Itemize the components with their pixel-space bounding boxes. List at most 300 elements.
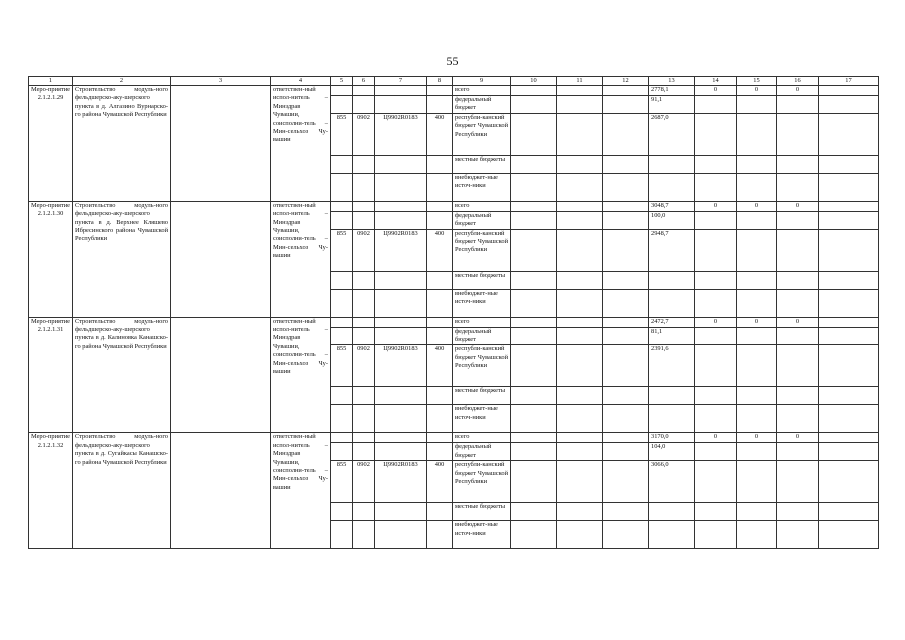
empty-cell bbox=[737, 96, 777, 114]
empty-cell bbox=[695, 345, 737, 387]
csr-code: Ц9902R0183 bbox=[375, 113, 427, 155]
empty-cell bbox=[511, 173, 557, 201]
empty-cell bbox=[777, 443, 819, 461]
empty-cell bbox=[737, 271, 777, 289]
empty-cell bbox=[511, 155, 557, 173]
empty-cell bbox=[737, 503, 777, 521]
vr-code: 400 bbox=[427, 229, 453, 271]
empty-cell bbox=[695, 155, 737, 173]
empty-cell bbox=[511, 387, 557, 405]
empty-cell bbox=[171, 86, 271, 202]
amount-federal: 81,1 bbox=[649, 327, 695, 345]
empty-cell bbox=[603, 96, 649, 114]
measure-name: Строительство модуль-ного фельдшерско-аку-шерского пункта в д. Калиновка Канашско-го района Чувашской Республики bbox=[73, 317, 171, 433]
empty-cell bbox=[557, 327, 603, 345]
table-row bbox=[29, 201, 879, 211]
header-row bbox=[29, 77, 879, 86]
measure-name: Строительство модуль-ного фельдшерско-аку-шерского пункта в д. Алгазино Вурнарско-го района Чувашской Республики bbox=[73, 86, 171, 202]
empty-cell bbox=[603, 86, 649, 96]
empty-cell bbox=[695, 405, 737, 433]
empty-cell bbox=[353, 503, 375, 521]
empty-cell bbox=[375, 503, 427, 521]
empty-cell bbox=[353, 86, 375, 96]
rzpr-code: 0902 bbox=[353, 461, 375, 503]
amount-federal: 91,1 bbox=[649, 96, 695, 114]
empty-cell bbox=[375, 327, 427, 345]
empty-cell bbox=[331, 289, 353, 317]
table-row bbox=[29, 86, 879, 96]
empty-cell bbox=[557, 345, 603, 387]
amount-col15: 0 bbox=[737, 317, 777, 327]
measure-id: Меро-приятие 2.1.2.1.30 bbox=[29, 201, 73, 317]
empty-cell bbox=[427, 327, 453, 345]
table-row bbox=[29, 317, 879, 327]
empty-cell bbox=[427, 96, 453, 114]
empty-cell bbox=[777, 229, 819, 271]
empty-cell bbox=[427, 86, 453, 96]
empty-cell bbox=[427, 433, 453, 443]
amount-col15: 0 bbox=[737, 86, 777, 96]
empty-cell bbox=[819, 387, 879, 405]
empty-cell bbox=[511, 345, 557, 387]
empty-cell bbox=[511, 461, 557, 503]
empty-cell bbox=[511, 229, 557, 271]
measure-name: Строительство модуль-ного фельдшерско-аку-шерского пункта в д. Верхнее Кляшево Ибресинского района Чувашской Республики bbox=[73, 201, 171, 317]
empty-cell bbox=[375, 317, 427, 327]
header-cell: 16 bbox=[777, 77, 819, 86]
grbs-code: 855 bbox=[331, 113, 353, 155]
empty-cell bbox=[603, 387, 649, 405]
responsible-executor: ответствен-ный испол-нитель – Минздрав Чувашии, соисполни-тель – Мин-сельхоз Чу-вашии bbox=[271, 433, 331, 549]
empty-cell bbox=[603, 173, 649, 201]
amount-col14: 0 bbox=[695, 201, 737, 211]
empty-cell bbox=[603, 521, 649, 549]
empty-cell bbox=[603, 503, 649, 521]
amount-republic: 2687,0 bbox=[649, 113, 695, 155]
empty-cell bbox=[777, 521, 819, 549]
empty-cell bbox=[511, 443, 557, 461]
funding-source: федеральный бюджет bbox=[453, 96, 511, 114]
empty-cell bbox=[819, 461, 879, 503]
program-table bbox=[28, 76, 879, 549]
funding-source: федеральный бюджет bbox=[453, 327, 511, 345]
amount-total: 3170,0 bbox=[649, 433, 695, 443]
empty-cell bbox=[511, 271, 557, 289]
empty-cell bbox=[603, 271, 649, 289]
amount-col14: 0 bbox=[695, 317, 737, 327]
grbs-code: 855 bbox=[331, 229, 353, 271]
empty-cell bbox=[375, 387, 427, 405]
empty-cell bbox=[649, 289, 695, 317]
empty-cell bbox=[819, 327, 879, 345]
empty-cell bbox=[777, 503, 819, 521]
empty-cell bbox=[737, 113, 777, 155]
empty-cell bbox=[737, 345, 777, 387]
empty-cell bbox=[375, 173, 427, 201]
empty-cell bbox=[777, 96, 819, 114]
empty-cell bbox=[511, 86, 557, 96]
empty-cell bbox=[171, 433, 271, 549]
empty-cell bbox=[695, 387, 737, 405]
funding-source: местные бюджеты bbox=[453, 155, 511, 173]
funding-source: внебюджет-ные источ-ники bbox=[453, 173, 511, 201]
empty-cell bbox=[557, 229, 603, 271]
funding-source: всего bbox=[453, 433, 511, 443]
empty-cell bbox=[375, 96, 427, 114]
empty-cell bbox=[427, 443, 453, 461]
vr-code: 400 bbox=[427, 461, 453, 503]
empty-cell bbox=[511, 289, 557, 317]
empty-cell bbox=[777, 405, 819, 433]
measure-id: Меро-приятие 2.1.2.1.31 bbox=[29, 317, 73, 433]
amount-col16: 0 bbox=[777, 201, 819, 211]
empty-cell bbox=[557, 201, 603, 211]
empty-cell bbox=[331, 155, 353, 173]
empty-cell bbox=[777, 173, 819, 201]
amount-republic: 2391,6 bbox=[649, 345, 695, 387]
empty-cell bbox=[375, 289, 427, 317]
empty-cell bbox=[375, 405, 427, 433]
empty-cell bbox=[819, 173, 879, 201]
header-cell: 12 bbox=[603, 77, 649, 86]
empty-cell bbox=[353, 521, 375, 549]
csr-code: Ц9902R0183 bbox=[375, 461, 427, 503]
responsible-executor: ответствен-ный испол-нитель – Минздрав Чувашии, соисполни-тель – Мин-сельхоз Чу-вашии bbox=[271, 201, 331, 317]
header-cell: 13 bbox=[649, 77, 695, 86]
empty-cell bbox=[695, 327, 737, 345]
amount-total: 2472,7 bbox=[649, 317, 695, 327]
csr-code: Ц9902R0183 bbox=[375, 345, 427, 387]
amount-federal: 104,0 bbox=[649, 443, 695, 461]
empty-cell bbox=[737, 387, 777, 405]
funding-source: внебюджет-ные источ-ники bbox=[453, 405, 511, 433]
empty-cell bbox=[427, 521, 453, 549]
empty-cell bbox=[737, 289, 777, 317]
empty-cell bbox=[819, 405, 879, 433]
header-cell: 11 bbox=[557, 77, 603, 86]
empty-cell bbox=[511, 327, 557, 345]
table-body bbox=[29, 77, 879, 549]
empty-cell bbox=[737, 173, 777, 201]
vr-code: 400 bbox=[427, 113, 453, 155]
empty-cell bbox=[737, 405, 777, 433]
funding-source: федеральный бюджет bbox=[453, 211, 511, 229]
empty-cell bbox=[557, 405, 603, 433]
empty-cell bbox=[427, 405, 453, 433]
empty-cell bbox=[777, 387, 819, 405]
header-cell: 10 bbox=[511, 77, 557, 86]
page-number: 55 bbox=[446, 54, 459, 68]
empty-cell bbox=[649, 503, 695, 521]
empty-cell bbox=[603, 113, 649, 155]
empty-cell bbox=[603, 461, 649, 503]
empty-cell bbox=[819, 443, 879, 461]
empty-cell bbox=[695, 521, 737, 549]
empty-cell bbox=[331, 211, 353, 229]
empty-cell bbox=[427, 211, 453, 229]
empty-cell bbox=[375, 211, 427, 229]
funding-source: всего bbox=[453, 86, 511, 96]
empty-cell bbox=[375, 86, 427, 96]
empty-cell bbox=[649, 521, 695, 549]
measure-id: Меро-приятие 2.1.2.1.32 bbox=[29, 433, 73, 549]
header-cell: 7 bbox=[375, 77, 427, 86]
empty-cell bbox=[557, 211, 603, 229]
empty-cell bbox=[511, 433, 557, 443]
empty-cell bbox=[331, 387, 353, 405]
empty-cell bbox=[777, 113, 819, 155]
responsible-executor: ответствен-ный испол-нитель – Минздрав Чувашии, соисполни-тель – Мин-сельхоз Чу-вашии bbox=[271, 86, 331, 202]
responsible-executor: ответствен-ный испол-нитель – Минздрав Чувашии, соисполни-тель – Мин-сельхоз Чу-вашии bbox=[271, 317, 331, 433]
empty-cell bbox=[427, 155, 453, 173]
empty-cell bbox=[511, 211, 557, 229]
empty-cell bbox=[557, 271, 603, 289]
empty-cell bbox=[737, 211, 777, 229]
funding-source: местные бюджеты bbox=[453, 271, 511, 289]
empty-cell bbox=[427, 271, 453, 289]
empty-cell bbox=[331, 173, 353, 201]
empty-cell bbox=[353, 289, 375, 317]
empty-cell bbox=[557, 173, 603, 201]
empty-cell bbox=[603, 201, 649, 211]
empty-cell bbox=[695, 113, 737, 155]
rzpr-code: 0902 bbox=[353, 345, 375, 387]
empty-cell bbox=[695, 96, 737, 114]
empty-cell bbox=[511, 521, 557, 549]
empty-cell bbox=[331, 327, 353, 345]
empty-cell bbox=[375, 155, 427, 173]
measure-id: Меро-приятие 2.1.2.1.29 bbox=[29, 86, 73, 202]
empty-cell bbox=[353, 327, 375, 345]
rzpr-code: 0902 bbox=[353, 113, 375, 155]
empty-cell bbox=[819, 211, 879, 229]
funding-source: республи-канский бюджет Чувашской Республики bbox=[453, 461, 511, 503]
empty-cell bbox=[819, 271, 879, 289]
vr-code: 400 bbox=[427, 345, 453, 387]
empty-cell bbox=[819, 433, 879, 443]
funding-source: внебюджет-ные источ-ники bbox=[453, 289, 511, 317]
empty-cell bbox=[819, 155, 879, 173]
amount-col16: 0 bbox=[777, 86, 819, 96]
empty-cell bbox=[331, 405, 353, 433]
empty-cell bbox=[375, 271, 427, 289]
empty-cell bbox=[331, 86, 353, 96]
empty-cell bbox=[353, 443, 375, 461]
header-cell: 8 bbox=[427, 77, 453, 86]
empty-cell bbox=[353, 271, 375, 289]
empty-cell bbox=[819, 86, 879, 96]
empty-cell bbox=[777, 327, 819, 345]
header-cell: 6 bbox=[353, 77, 375, 86]
empty-cell bbox=[695, 289, 737, 317]
empty-cell bbox=[557, 433, 603, 443]
empty-cell bbox=[557, 86, 603, 96]
empty-cell bbox=[511, 96, 557, 114]
empty-cell bbox=[331, 433, 353, 443]
empty-cell bbox=[375, 521, 427, 549]
funding-source: всего bbox=[453, 201, 511, 211]
empty-cell bbox=[353, 405, 375, 433]
empty-cell bbox=[737, 229, 777, 271]
empty-cell bbox=[511, 405, 557, 433]
empty-cell bbox=[353, 201, 375, 211]
empty-cell bbox=[557, 113, 603, 155]
empty-cell bbox=[427, 289, 453, 317]
amount-total: 2778,1 bbox=[649, 86, 695, 96]
empty-cell bbox=[695, 229, 737, 271]
empty-cell bbox=[557, 317, 603, 327]
empty-cell bbox=[603, 327, 649, 345]
header-cell: 9 bbox=[453, 77, 511, 86]
amount-col15: 0 bbox=[737, 433, 777, 443]
empty-cell bbox=[777, 289, 819, 317]
header-cell: 3 bbox=[171, 77, 271, 86]
empty-cell bbox=[603, 433, 649, 443]
empty-cell bbox=[331, 521, 353, 549]
empty-cell bbox=[331, 271, 353, 289]
empty-cell bbox=[427, 173, 453, 201]
empty-cell bbox=[737, 461, 777, 503]
empty-cell bbox=[777, 271, 819, 289]
empty-cell bbox=[737, 521, 777, 549]
empty-cell bbox=[777, 155, 819, 173]
amount-col14: 0 bbox=[695, 433, 737, 443]
funding-source: местные бюджеты bbox=[453, 503, 511, 521]
empty-cell bbox=[737, 443, 777, 461]
empty-cell bbox=[819, 503, 879, 521]
funding-source: внебюджет-ные источ-ники bbox=[453, 521, 511, 549]
empty-cell bbox=[557, 155, 603, 173]
empty-cell bbox=[331, 503, 353, 521]
funding-source: федеральный бюджет bbox=[453, 443, 511, 461]
empty-cell bbox=[777, 211, 819, 229]
amount-col16: 0 bbox=[777, 433, 819, 443]
empty-cell bbox=[353, 155, 375, 173]
empty-cell bbox=[819, 113, 879, 155]
empty-cell bbox=[331, 201, 353, 211]
empty-cell bbox=[695, 461, 737, 503]
amount-col16: 0 bbox=[777, 317, 819, 327]
empty-cell bbox=[695, 173, 737, 201]
header-cell: 4 bbox=[271, 77, 331, 86]
empty-cell bbox=[819, 289, 879, 317]
header-cell: 2 bbox=[73, 77, 171, 86]
funding-source: всего bbox=[453, 317, 511, 327]
empty-cell bbox=[649, 405, 695, 433]
empty-cell bbox=[819, 201, 879, 211]
amount-federal: 100,0 bbox=[649, 211, 695, 229]
empty-cell bbox=[649, 173, 695, 201]
empty-cell bbox=[557, 96, 603, 114]
measure-name: Строительство модуль-ного фельдшерско-аку-шерского пункта в д. Сугайкасы Канашско-го района Чувашской Республики bbox=[73, 433, 171, 549]
empty-cell bbox=[353, 433, 375, 443]
empty-cell bbox=[375, 443, 427, 461]
empty-cell bbox=[375, 433, 427, 443]
empty-cell bbox=[353, 211, 375, 229]
header-cell: 5 bbox=[331, 77, 353, 86]
funding-source: республи-канский бюджет Чувашской Республики bbox=[453, 229, 511, 271]
empty-cell bbox=[511, 317, 557, 327]
empty-cell bbox=[171, 201, 271, 317]
grbs-code: 855 bbox=[331, 461, 353, 503]
amount-republic: 2948,7 bbox=[649, 229, 695, 271]
empty-cell bbox=[819, 96, 879, 114]
empty-cell bbox=[737, 327, 777, 345]
empty-cell bbox=[603, 229, 649, 271]
empty-cell bbox=[777, 345, 819, 387]
header-cell: 14 bbox=[695, 77, 737, 86]
empty-cell bbox=[557, 443, 603, 461]
empty-cell bbox=[603, 405, 649, 433]
empty-cell bbox=[603, 317, 649, 327]
table-row bbox=[29, 433, 879, 443]
empty-cell bbox=[603, 443, 649, 461]
empty-cell bbox=[557, 387, 603, 405]
rzpr-code: 0902 bbox=[353, 229, 375, 271]
empty-cell bbox=[511, 201, 557, 211]
empty-cell bbox=[819, 317, 879, 327]
empty-cell bbox=[427, 201, 453, 211]
csr-code: Ц9902R0183 bbox=[375, 229, 427, 271]
empty-cell bbox=[649, 271, 695, 289]
empty-cell bbox=[171, 317, 271, 433]
empty-cell bbox=[603, 345, 649, 387]
empty-cell bbox=[649, 387, 695, 405]
empty-cell bbox=[353, 173, 375, 201]
header-cell: 1 bbox=[29, 77, 73, 86]
empty-cell bbox=[427, 503, 453, 521]
empty-cell bbox=[695, 503, 737, 521]
empty-cell bbox=[331, 317, 353, 327]
empty-cell bbox=[649, 155, 695, 173]
empty-cell bbox=[375, 201, 427, 211]
amount-total: 3048,7 bbox=[649, 201, 695, 211]
empty-cell bbox=[557, 461, 603, 503]
empty-cell bbox=[695, 211, 737, 229]
grbs-code: 855 bbox=[331, 345, 353, 387]
empty-cell bbox=[819, 521, 879, 549]
empty-cell bbox=[695, 271, 737, 289]
empty-cell bbox=[353, 317, 375, 327]
empty-cell bbox=[511, 113, 557, 155]
empty-cell bbox=[427, 317, 453, 327]
empty-cell bbox=[557, 521, 603, 549]
funding-source: местные бюджеты bbox=[453, 387, 511, 405]
empty-cell bbox=[737, 155, 777, 173]
empty-cell bbox=[819, 345, 879, 387]
funding-source: республи-канский бюджет Чувашской Республики bbox=[453, 113, 511, 155]
empty-cell bbox=[603, 289, 649, 317]
empty-cell bbox=[511, 503, 557, 521]
empty-cell bbox=[695, 443, 737, 461]
empty-cell bbox=[427, 387, 453, 405]
empty-cell bbox=[331, 443, 353, 461]
empty-cell bbox=[557, 289, 603, 317]
header-cell: 15 bbox=[737, 77, 777, 86]
empty-cell bbox=[557, 503, 603, 521]
header-cell: 17 bbox=[819, 77, 879, 86]
empty-cell bbox=[603, 211, 649, 229]
empty-cell bbox=[331, 96, 353, 114]
empty-cell bbox=[603, 155, 649, 173]
empty-cell bbox=[353, 96, 375, 114]
amount-republic: 3066,0 bbox=[649, 461, 695, 503]
amount-col15: 0 bbox=[737, 201, 777, 211]
empty-cell bbox=[353, 387, 375, 405]
empty-cell bbox=[819, 229, 879, 271]
funding-source: республи-канский бюджет Чувашской Республики bbox=[453, 345, 511, 387]
amount-col14: 0 bbox=[695, 86, 737, 96]
